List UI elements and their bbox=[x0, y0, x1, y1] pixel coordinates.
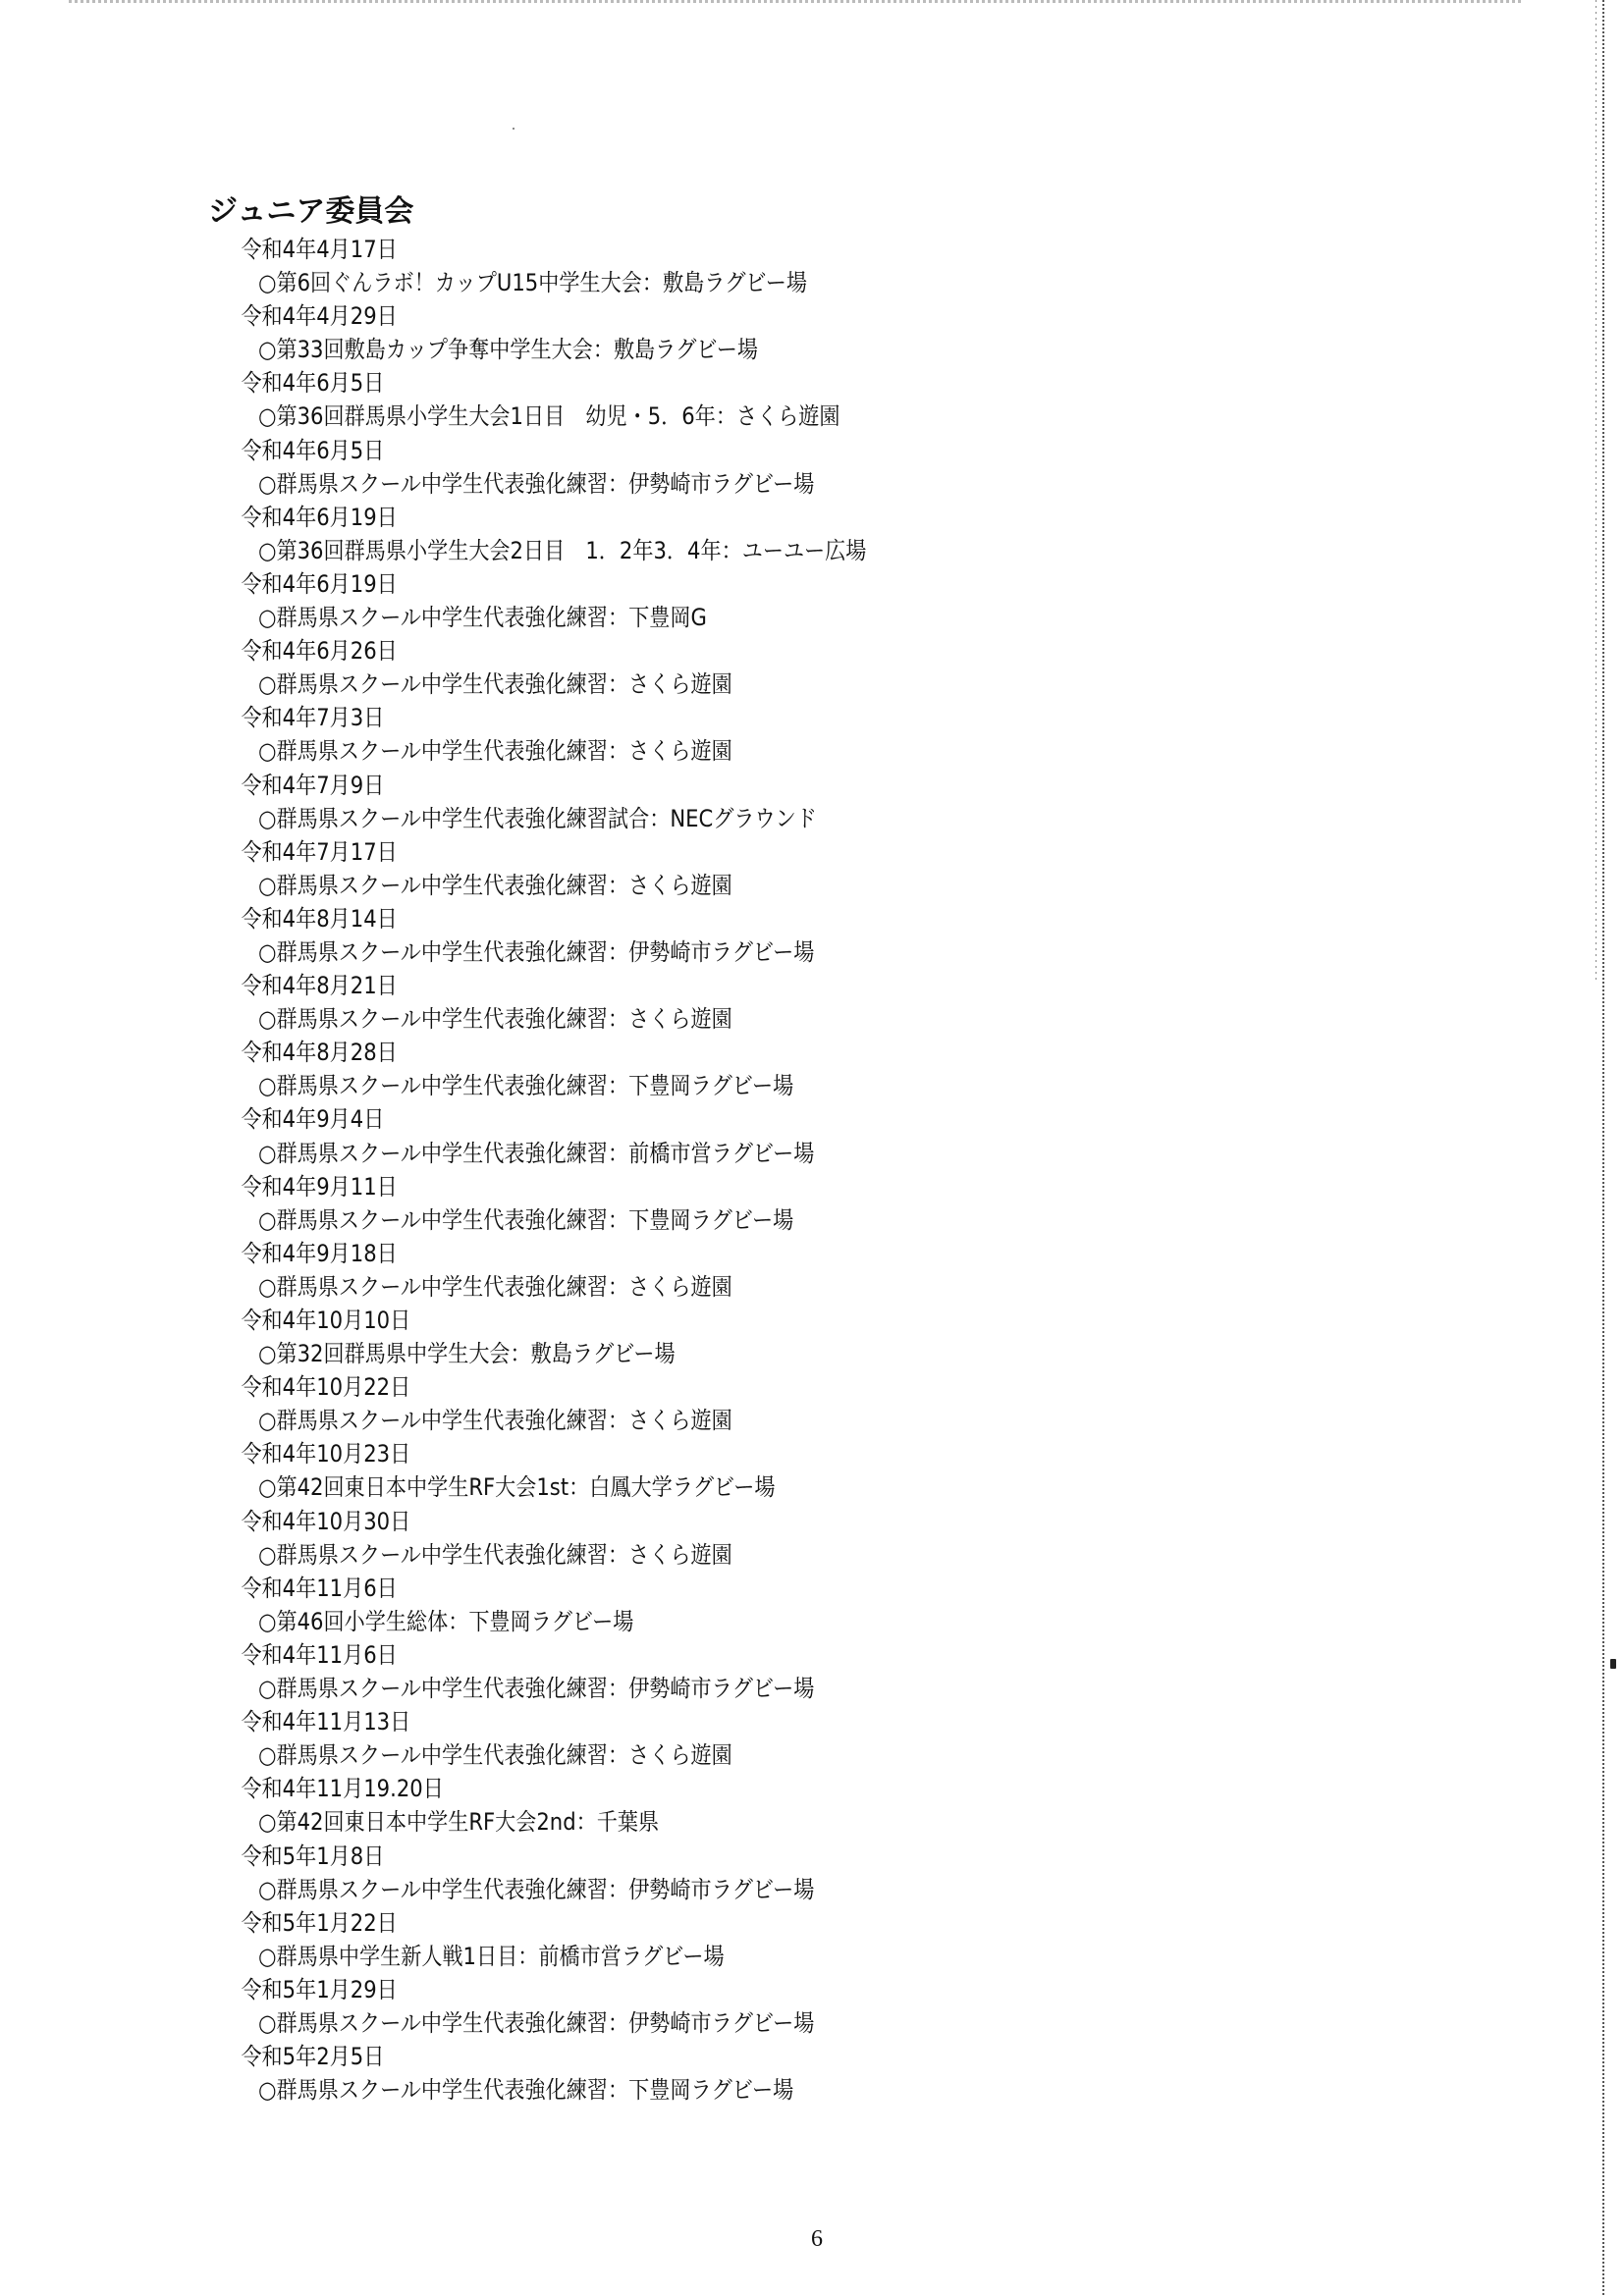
event-text: 第42回東日本中学生RF大会2nd：千葉県 bbox=[276, 1808, 660, 1837]
entry-date: 令和4年9月4日 bbox=[241, 1105, 385, 1134]
circle-bullet-icon: ○ bbox=[258, 2076, 277, 2105]
event-text: 群馬県中学生新人戦1日目：前橋市営ラグビー場 bbox=[276, 1942, 725, 1970]
entry-event bbox=[208, 802, 1245, 835]
entry-event bbox=[208, 1337, 1245, 1370]
circle-bullet-icon: ○ bbox=[258, 402, 277, 431]
page-number: 6 bbox=[811, 2226, 823, 2252]
scan-edge-top bbox=[69, 0, 1522, 3]
circle-bullet-icon: ○ bbox=[258, 737, 277, 766]
entry-date: 令和4年6月5日 bbox=[241, 369, 385, 398]
entry-event bbox=[208, 601, 1245, 634]
entry-date: 令和4年7月17日 bbox=[241, 837, 398, 866]
entry-event bbox=[208, 734, 1245, 768]
entry-event bbox=[208, 869, 1245, 902]
entry-event bbox=[208, 1404, 1245, 1437]
circle-bullet-icon: ○ bbox=[258, 1741, 277, 1770]
circle-bullet-icon: ○ bbox=[258, 1540, 277, 1569]
entry-date: 令和4年6月5日 bbox=[241, 436, 385, 464]
entry-date: 令和4年11月6日 bbox=[241, 1574, 398, 1602]
event-text: 第32回群馬県中学生大会：敷島ラグビー場 bbox=[276, 1340, 676, 1368]
event-text: 群馬県スクール中学生代表強化練習：下豊岡ラグビー場 bbox=[276, 2076, 794, 2105]
entry-date: 令和4年4月17日 bbox=[241, 236, 398, 263]
event-text: 群馬県スクール中学生代表強化練習：下豊岡ラグビー場 bbox=[276, 1205, 794, 1234]
event-text: 群馬県スクール中学生代表強化練習：さくら遊園 bbox=[276, 1272, 732, 1301]
event-text: 群馬県スクール中学生代表強化練習：伊勢崎市ラグビー場 bbox=[276, 469, 815, 498]
entry-date: 令和4年8月14日 bbox=[241, 904, 398, 933]
circle-bullet-icon: ○ bbox=[258, 1942, 277, 1970]
event-text: 群馬県スクール中学生代表強化練習：さくら遊園 bbox=[276, 737, 732, 766]
entry-event bbox=[208, 2006, 1245, 2040]
event-text: 群馬県スクール中学生代表強化練習試合：NECグラウンド bbox=[276, 804, 817, 832]
circle-bullet-icon: ○ bbox=[258, 469, 277, 498]
entry-date: 令和4年10月30日 bbox=[241, 1507, 411, 1535]
circle-bullet-icon: ○ bbox=[258, 1675, 277, 1703]
event-text: 群馬県スクール中学生代表強化練習：さくら遊園 bbox=[276, 1540, 732, 1569]
entry-date: 令和5年2月5日 bbox=[241, 2043, 385, 2071]
entry-date: 令和4年8月28日 bbox=[241, 1039, 398, 1067]
entry-event bbox=[208, 1738, 1245, 1772]
event-text: 第33回敷島カップ争奪中学生大会：敷島ラグビー場 bbox=[276, 336, 758, 364]
event-text: 群馬県スクール中学生代表強化練習：伊勢崎市ラグビー場 bbox=[276, 1675, 815, 1703]
entry-date: 令和4年11月6日 bbox=[241, 1640, 398, 1669]
entry-event bbox=[208, 1672, 1245, 1705]
event-text: 第46回小学生総体：下豊岡ラグビー場 bbox=[276, 1607, 634, 1635]
circle-bullet-icon: ○ bbox=[258, 1808, 277, 1837]
circle-bullet-icon: ○ bbox=[258, 1407, 277, 1435]
circle-bullet-icon: ○ bbox=[258, 1272, 277, 1301]
circle-bullet-icon: ○ bbox=[258, 670, 277, 699]
circle-bullet-icon: ○ bbox=[258, 1340, 277, 1368]
entry-date: 令和4年11月13日 bbox=[241, 1708, 411, 1736]
entry-event bbox=[208, 1805, 1245, 1839]
event-text: 群馬県スクール中学生代表強化練習：伊勢崎市ラグビー場 bbox=[276, 2008, 815, 2037]
circle-bullet-icon: ○ bbox=[258, 536, 277, 564]
entry-date: 令和5年1月22日 bbox=[241, 1908, 398, 1937]
entry-date: 令和4年9月11日 bbox=[241, 1172, 398, 1201]
section-title: ジュニア委員会 bbox=[208, 194, 414, 229]
event-text: 群馬県スクール中学生代表強化練習：さくら遊園 bbox=[276, 871, 732, 899]
circle-bullet-icon: ○ bbox=[258, 1473, 277, 1502]
entry-date: 令和5年1月8日 bbox=[241, 1842, 385, 1870]
event-text: 群馬県スクール中学生代表強化練習：さくら遊園 bbox=[276, 1407, 732, 1435]
entry-event bbox=[208, 400, 1245, 433]
document-page bbox=[208, 192, 1386, 2107]
entry-event bbox=[208, 534, 1245, 567]
scan-edge-right-inner bbox=[1596, 0, 1597, 982]
schedule-list bbox=[208, 233, 1386, 2107]
event-text: 群馬県スクール中学生代表強化練習：前橋市営ラグビー場 bbox=[276, 1139, 815, 1167]
event-text: 第36回群馬県小学生大会1日目 幼児・5．6年：さくら遊園 bbox=[276, 402, 840, 431]
scan-speck bbox=[513, 128, 514, 130]
circle-bullet-icon: ○ bbox=[258, 871, 277, 899]
event-text: 群馬県スクール中学生代表強化練習：さくら遊園 bbox=[276, 670, 732, 699]
entry-date: 令和4年10月23日 bbox=[241, 1440, 411, 1468]
entry-date: 令和4年9月18日 bbox=[241, 1239, 398, 1267]
event-text: 群馬県スクール中学生代表強化練習：下豊岡ラグビー場 bbox=[276, 1072, 794, 1100]
circle-bullet-icon: ○ bbox=[258, 1072, 277, 1100]
event-text: 群馬県スクール中学生代表強化練習：さくら遊園 bbox=[276, 1005, 732, 1034]
event-text: 第6回ぐんラボ！カップU15中学生大会：敷島ラグビー場 bbox=[276, 269, 807, 297]
circle-bullet-icon: ○ bbox=[258, 1005, 277, 1034]
circle-bullet-icon: ○ bbox=[258, 937, 277, 966]
entry-event bbox=[208, 1203, 1245, 1237]
circle-bullet-icon: ○ bbox=[258, 1139, 277, 1167]
circle-bullet-icon: ○ bbox=[258, 1607, 277, 1635]
entry-event bbox=[208, 467, 1245, 501]
event-text: 群馬県スクール中学生代表強化練習：下豊岡G bbox=[276, 604, 707, 632]
entry-date: 令和4年7月3日 bbox=[241, 704, 385, 732]
event-text: 群馬県スクール中学生代表強化練習：さくら遊園 bbox=[276, 1741, 732, 1770]
entry-event bbox=[208, 1470, 1245, 1504]
event-text: 群馬県スクール中学生代表強化練習：伊勢崎市ラグビー場 bbox=[276, 1875, 815, 1903]
circle-bullet-icon: ○ bbox=[258, 2008, 277, 2037]
circle-bullet-icon: ○ bbox=[258, 336, 277, 364]
entry-date: 令和4年6月19日 bbox=[241, 569, 398, 598]
circle-bullet-icon: ○ bbox=[258, 269, 277, 297]
entry-event bbox=[208, 1137, 1245, 1170]
entry-event bbox=[208, 333, 1245, 366]
circle-bullet-icon: ○ bbox=[258, 604, 277, 632]
entry-event bbox=[208, 667, 1245, 701]
entry-event bbox=[208, 2073, 1245, 2107]
entry-event bbox=[208, 1873, 1245, 1906]
circle-bullet-icon: ○ bbox=[258, 1875, 277, 1903]
entry-event bbox=[208, 1605, 1245, 1638]
entry-date: 令和4年6月19日 bbox=[241, 503, 398, 531]
entry-date: 令和4年10月10日 bbox=[241, 1307, 411, 1334]
scan-speck bbox=[1610, 1659, 1616, 1669]
entry-event bbox=[208, 1002, 1245, 1036]
entry-date: 令和4年10月22日 bbox=[241, 1373, 411, 1402]
circle-bullet-icon: ○ bbox=[258, 1205, 277, 1234]
event-text: 群馬県スクール中学生代表強化練習：伊勢崎市ラグビー場 bbox=[276, 937, 815, 966]
entry-event bbox=[208, 1270, 1245, 1304]
scan-edge-right bbox=[1602, 0, 1604, 2296]
entry-date: 令和5年1月29日 bbox=[241, 1975, 398, 2003]
event-text: 第36回群馬県小学生大会2日目 1．2年3．4年：ユーユー広場 bbox=[276, 536, 867, 564]
entry-date: 令和4年8月21日 bbox=[241, 972, 398, 1000]
entry-date: 令和4年7月9日 bbox=[241, 771, 385, 799]
event-text: 第42回東日本中学生RF大会1st：白鳳大学ラグビー場 bbox=[276, 1473, 776, 1502]
entry-date: 令和4年11月19.20日 bbox=[241, 1775, 444, 1803]
entry-date: 令和4年6月26日 bbox=[241, 637, 398, 666]
entry-date: 令和4年4月29日 bbox=[241, 302, 398, 331]
circle-bullet-icon: ○ bbox=[258, 804, 277, 832]
entry-event bbox=[208, 1069, 1245, 1102]
entry-event bbox=[208, 1940, 1245, 1973]
entry-event bbox=[208, 935, 1245, 969]
entry-event bbox=[208, 266, 1245, 299]
entry-event bbox=[208, 1538, 1245, 1572]
